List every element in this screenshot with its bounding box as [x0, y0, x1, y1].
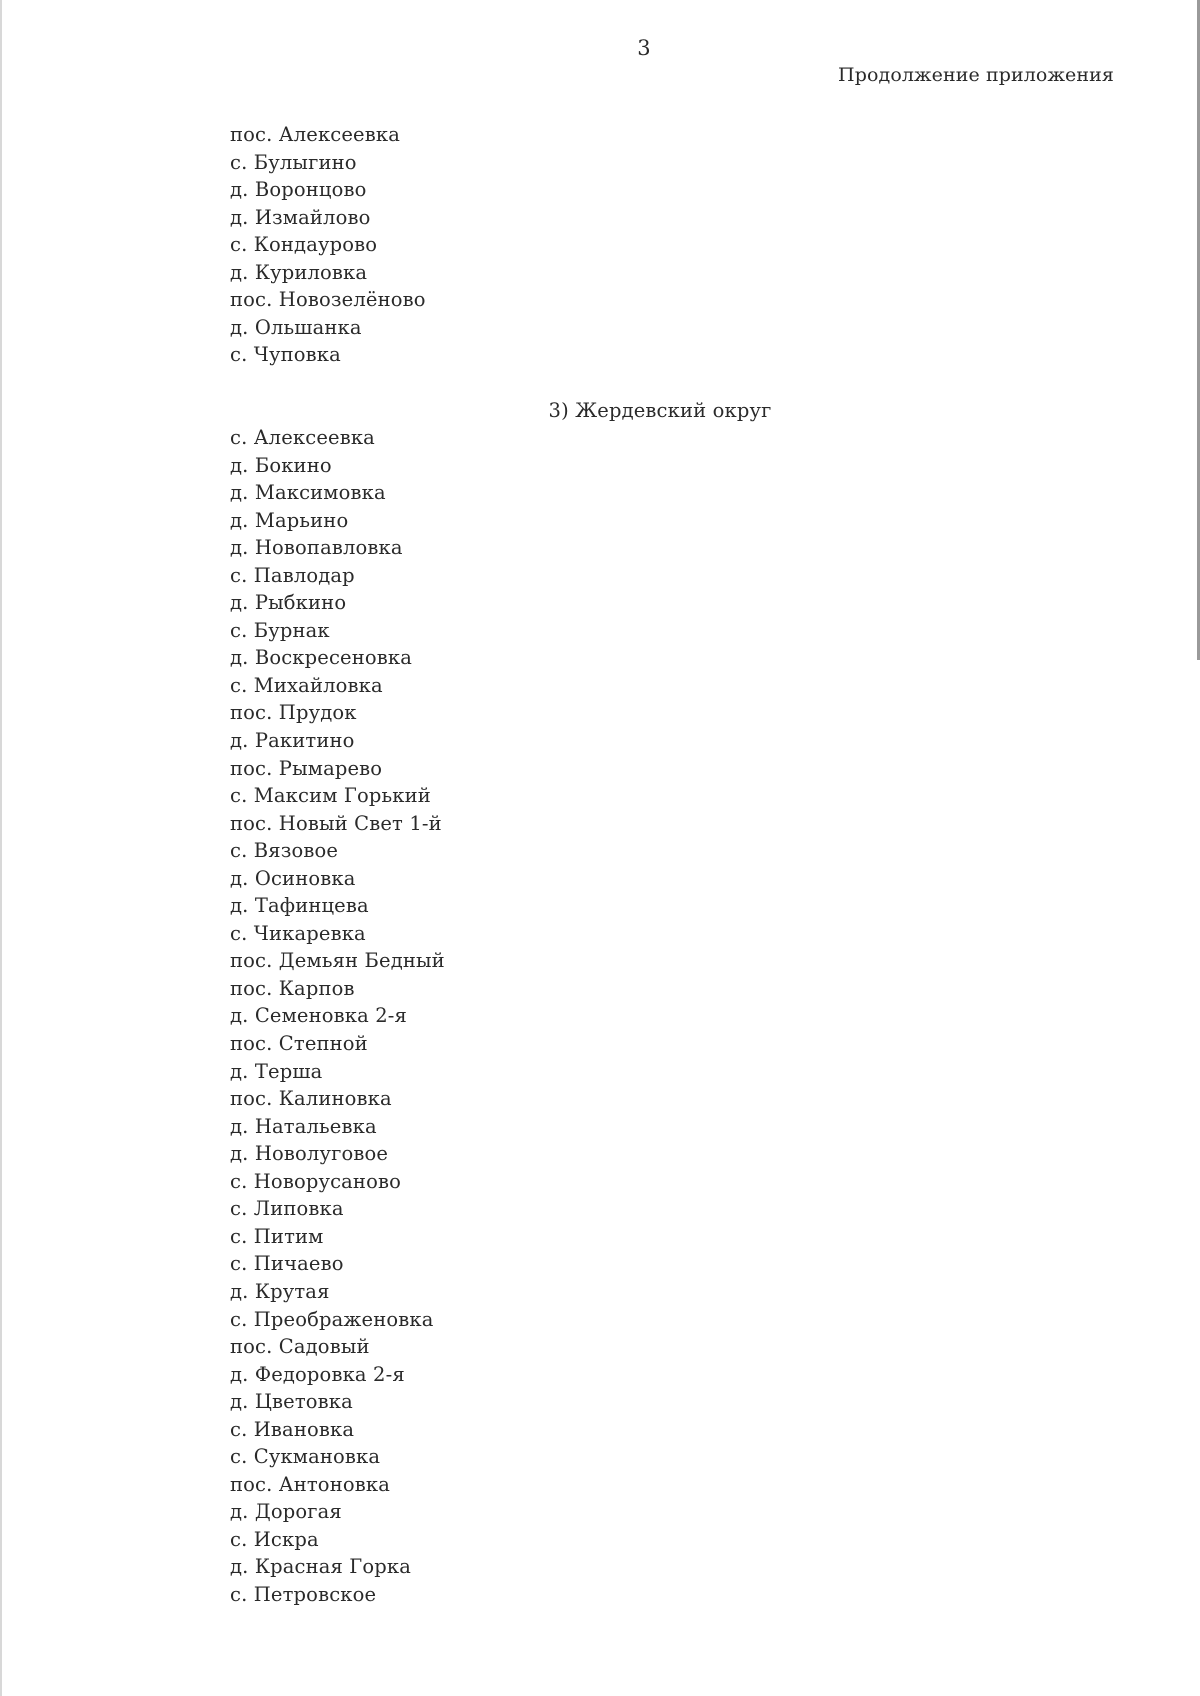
settlement-item: д. Новопавловка	[230, 536, 403, 560]
settlement-item: д. Максимовка	[230, 481, 386, 505]
settlement-item: с. Ивановка	[230, 1417, 355, 1441]
settlement-list-previous-district	[230, 121, 426, 369]
settlement-item: д. Куриловка	[230, 260, 368, 284]
settlement-item: д. Семеновка 2-я	[230, 1004, 407, 1028]
page-number: 3	[637, 36, 651, 60]
settlement-item: д. Ольшанка	[230, 315, 362, 339]
settlement-item: пос. Прудок	[230, 701, 357, 725]
settlement-item: д. Воронцово	[230, 178, 367, 202]
settlement-item: д. Цветовка	[230, 1390, 353, 1414]
settlement-item: с. Петровское	[230, 1582, 377, 1606]
settlement-item: с. Вязовое	[230, 839, 339, 863]
settlement-item: пос. Алексеевка	[230, 123, 400, 146]
continuation-note: Продолжение приложения	[838, 64, 1114, 86]
settlement-item: с. Чикаревка	[230, 921, 366, 945]
settlement-item: д. Федоровка 2-я	[230, 1362, 405, 1386]
settlement-item: д. Новолуговое	[230, 1142, 389, 1166]
settlement-item: д. Тафинцева	[230, 894, 369, 918]
settlement-item: д. Бокино	[230, 453, 332, 477]
settlement-item: с. Алексеевка	[230, 426, 375, 449]
settlement-item: д. Крутая	[230, 1279, 330, 1303]
settlement-item: д. Воскресеновка	[230, 646, 412, 670]
settlement-item: с. Бурнак	[230, 618, 330, 642]
settlement-item: с. Максим Горький	[230, 784, 431, 808]
settlement-item: пос. Степной	[230, 1032, 368, 1056]
settlement-item: пос. Антоновка	[230, 1472, 390, 1496]
settlement-item: д. Марьино	[230, 508, 349, 532]
settlement-item: пос. Рымарево	[230, 756, 383, 780]
settlement-item: д. Терша	[230, 1059, 323, 1083]
settlement-list-zherdevsky	[230, 424, 445, 1609]
settlement-item: с. Липовка	[230, 1197, 344, 1221]
settlement-item: д. Ракитино	[230, 729, 355, 753]
settlement-item: д. Рыбкино	[230, 591, 347, 615]
settlement-item: с. Питим	[230, 1224, 324, 1248]
settlement-item: с. Новорусаново	[230, 1169, 401, 1193]
settlement-item: с. Чуповка	[230, 343, 341, 367]
section-heading-zherdevsky: 3) Жердевский округ	[548, 399, 772, 422]
settlement-item: с. Павлодар	[230, 563, 355, 587]
settlement-item: пос. Демьян Бедный	[230, 949, 445, 973]
settlement-item: д. Красная Горка	[230, 1555, 411, 1579]
settlement-item: пос. Новозелёново	[230, 288, 426, 312]
settlement-item: с. Пичаево	[230, 1252, 344, 1276]
settlement-item: д. Дорогая	[230, 1500, 342, 1524]
settlement-item: пос. Калиновка	[230, 1087, 392, 1111]
settlement-item: с. Булыгино	[230, 150, 357, 174]
settlement-item: д. Натальевка	[230, 1114, 377, 1138]
settlement-item: пос. Новый Свет 1-й	[230, 811, 442, 835]
settlement-item: с. Михайловка	[230, 673, 383, 697]
settlement-item: с. Искра	[230, 1527, 319, 1551]
settlement-item: пос. Садовый	[230, 1335, 370, 1359]
settlement-item: с. Преображеновка	[230, 1307, 434, 1331]
settlement-item: с. Сукмановка	[230, 1445, 381, 1469]
settlement-item: пос. Карпов	[230, 976, 355, 1000]
settlement-item: д. Измайлово	[230, 205, 371, 229]
settlement-item: д. Осиновка	[230, 866, 356, 890]
settlement-item: с. Кондаурово	[230, 233, 378, 257]
scan-edge-left	[0, 0, 2, 1696]
